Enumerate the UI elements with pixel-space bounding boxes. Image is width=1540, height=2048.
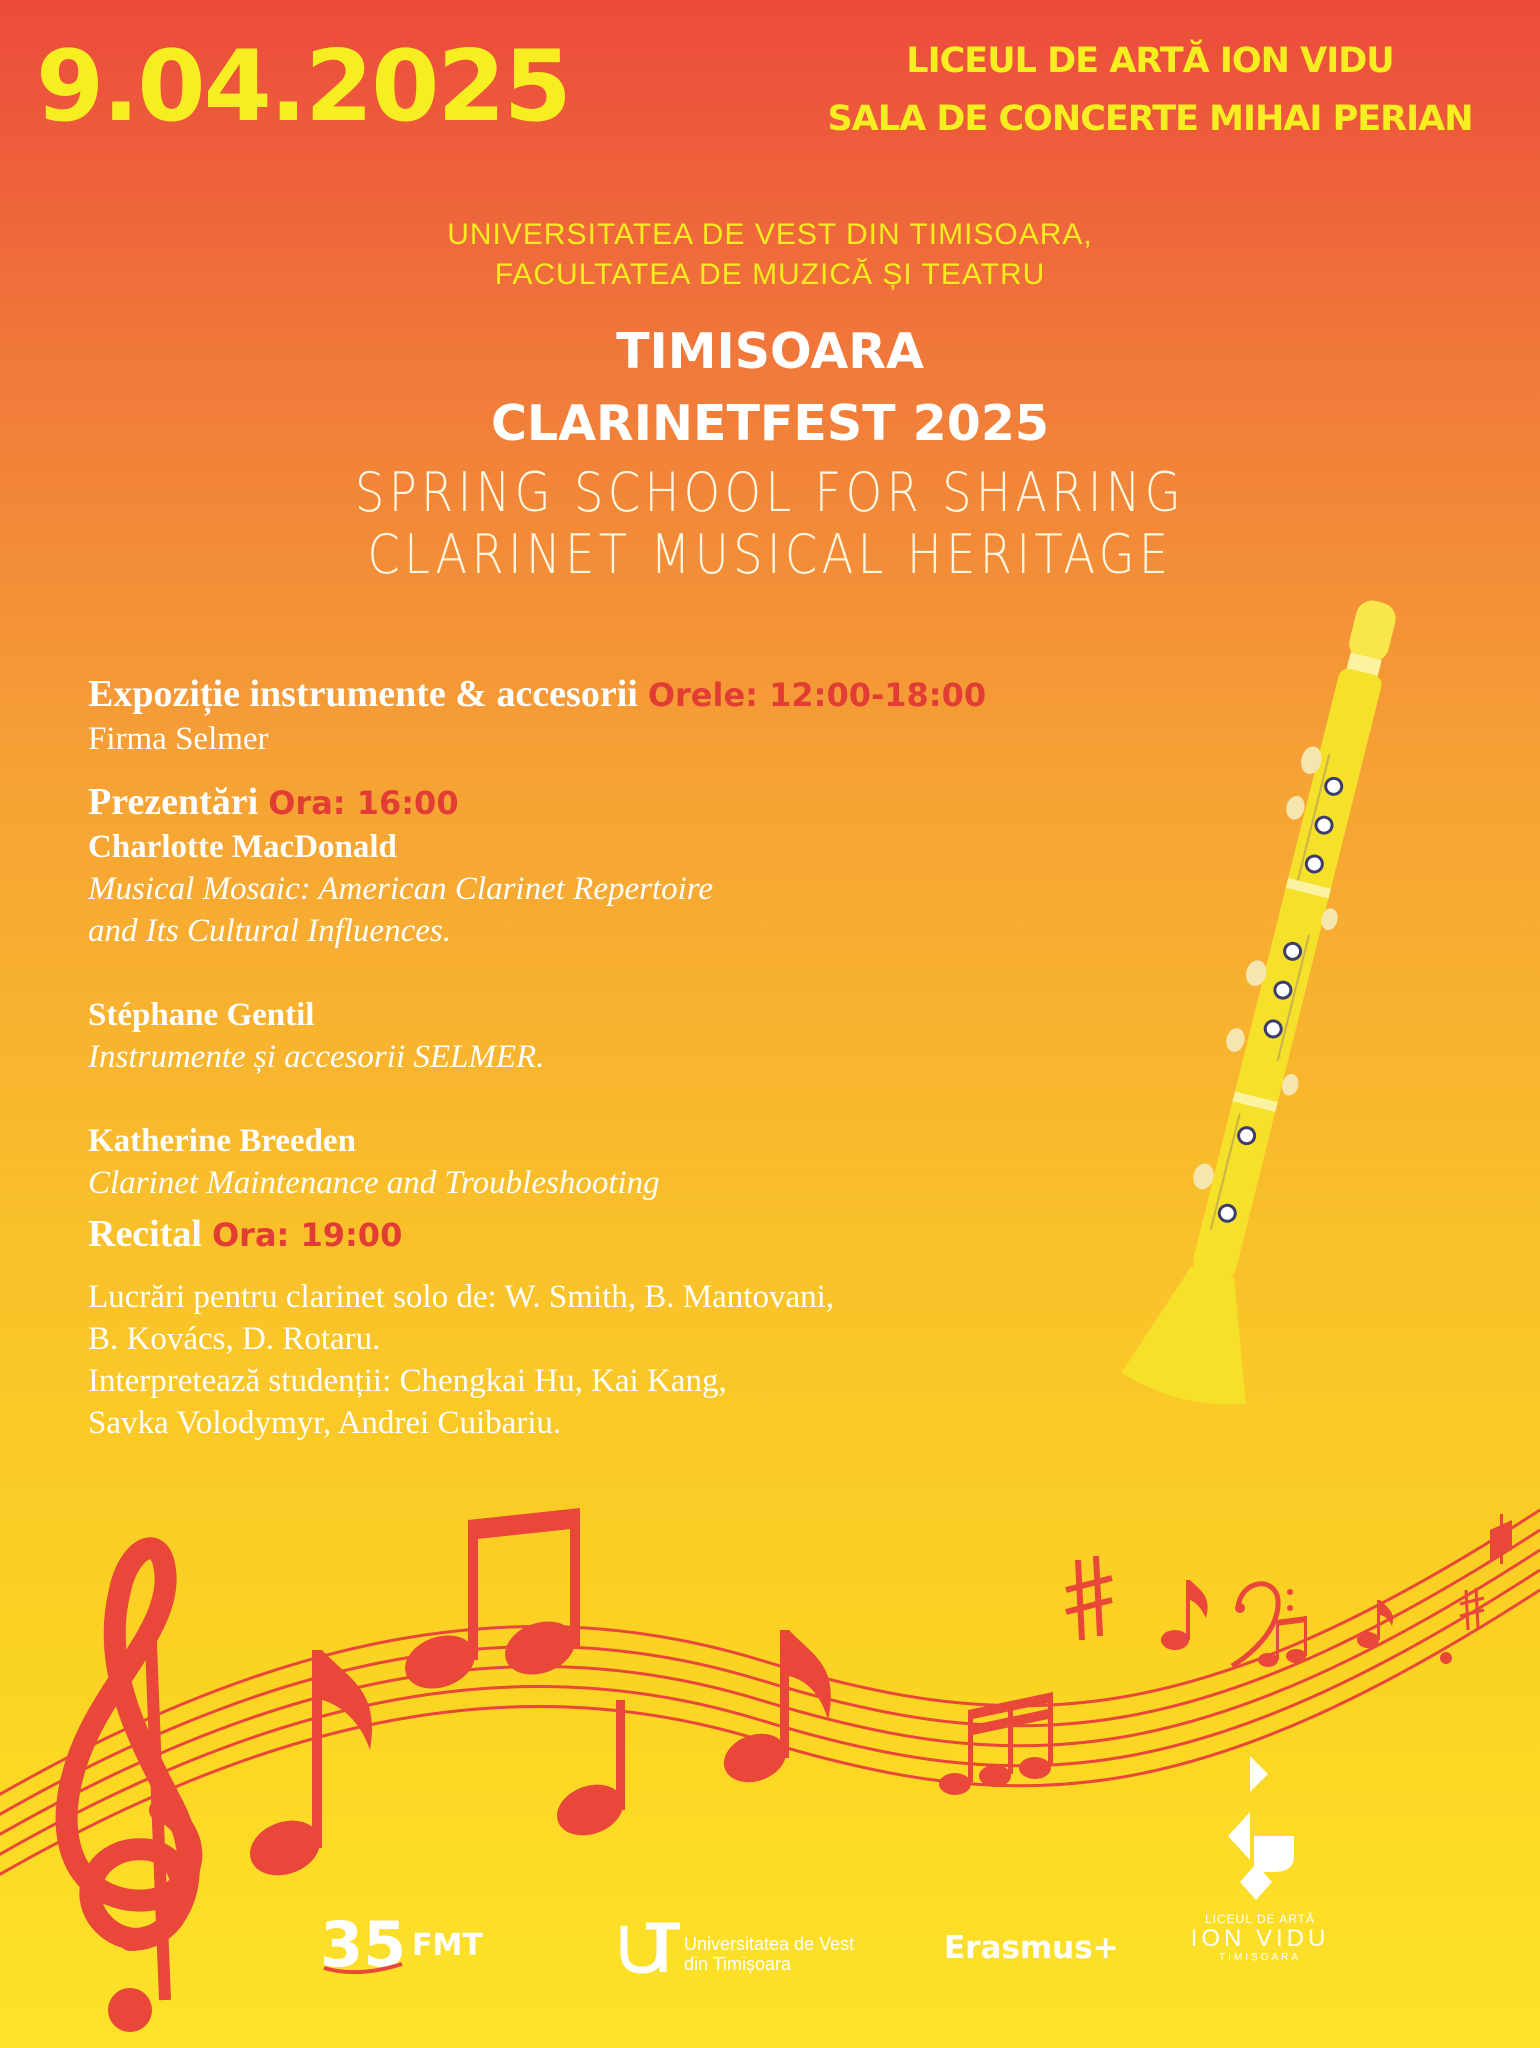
presentations-heading: [88, 778, 1088, 826]
festival-subtitle-line2: CLARINET MUSICAL HERITAGE: [367, 523, 1173, 586]
exhibition-title: Expoziție instrumente & accesorii: [88, 673, 638, 715]
exhibition-time: Orele: 12:00-18:00: [647, 676, 987, 714]
recital-line: Lucrări pentru clarinet solo de: W. Smith, B. Mantovani,: [88, 1279, 835, 1315]
recital-title: Recital: [88, 1213, 202, 1255]
presentations-time: Ora: 16:00: [268, 784, 459, 822]
fmt-number: 35: [320, 1908, 407, 1978]
festival-title-line2: CLARINETFEST 2025: [490, 395, 1050, 452]
organizer-university: UNIVERSITATEA DE VEST DIN TIMISOARA,: [447, 218, 1093, 251]
clarinet-bell: [1119, 1256, 1275, 1414]
exhibition-company: Firma Selmer: [88, 721, 269, 757]
speaker-name: Charlotte MacDonald: [88, 829, 397, 865]
recital-line: Savka Volodymyr, Andrei Cuibariu.: [88, 1405, 562, 1441]
vidu-line2: ION VIDU: [1190, 1925, 1330, 1952]
ion-vidu-label: [1180, 1912, 1340, 1963]
clarinet-illustration: [1080, 580, 1440, 1440]
organizer: [250, 215, 1290, 295]
uvt-line2: din Timișoara: [684, 1954, 792, 1974]
recital-line: Interpretează studenții: Chengkai Hu, Kai Kang,: [88, 1363, 727, 1399]
talk-topic: Musical Mosaic: American Clarinet Repertoire: [88, 871, 714, 907]
fmt-label: FMT: [412, 1928, 483, 1963]
venue-hall: SALA DE CONCERTE MIHAI PERIAN: [827, 99, 1473, 139]
organizer-faculty: FACULTATEA DE MUZICĂ ȘI TEATRU: [494, 258, 1046, 291]
vidu-line3: TIMIȘOARA: [1218, 1952, 1301, 1963]
vidu-line1: LICEUL DE ARTĂ: [1204, 1912, 1316, 1926]
uvt-line1: Universitatea de Vest: [684, 1934, 855, 1954]
talk-topic: Clarinet Maintenance and Troubleshooting: [88, 1165, 660, 1201]
talk-topic: and Its Cultural Influences.: [88, 913, 451, 949]
quarter-note-icon: [550, 1700, 630, 1844]
event-date: 9.04.2025: [36, 30, 570, 144]
talk-topic: Instrumente și accesorii SELMER.: [88, 1039, 545, 1075]
speaker-name: Katherine Breeden: [88, 1123, 356, 1159]
festival-subtitle: [323, 462, 1217, 586]
venue: [790, 32, 1510, 148]
erasmus-logo: Erasmus+: [944, 1930, 1119, 1966]
sharp-icon: [1066, 1556, 1112, 1640]
speaker-name: Stéphane Gentil: [88, 997, 315, 1033]
recital-time: Ora: 19:00: [211, 1216, 403, 1254]
uvt-logo-icon: [620, 1922, 682, 1976]
recital-line: B. Kovács, D. Rotaru.: [88, 1321, 381, 1357]
recital-heading: [88, 1210, 1088, 1258]
exhibition-heading: [88, 670, 1088, 718]
fmt-35-logo: [318, 1906, 418, 1978]
ion-vidu-logo-icon: [1210, 1752, 1310, 1912]
festival-subtitle-line1: SPRING SCHOOL FOR SHARING: [354, 461, 1186, 524]
presentations-title: Prezentări: [88, 781, 259, 823]
uvt-label: [684, 1934, 854, 1974]
venue-school: LICEUL DE ARTĂ ION VIDU: [906, 41, 1394, 81]
small-notes-icon: [1161, 1514, 1512, 1667]
festival-title-line1: TIMISOARA: [616, 323, 924, 380]
program: [88, 670, 1088, 1444]
eighth-note-icon: [242, 1650, 372, 1885]
clarinet-body: [1191, 667, 1384, 1279]
festival-title: [250, 316, 1290, 460]
